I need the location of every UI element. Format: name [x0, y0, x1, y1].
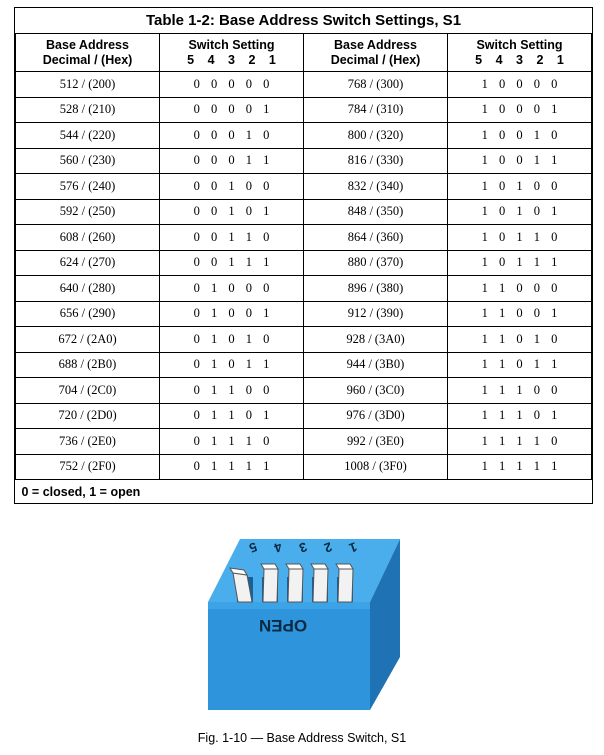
column-header-line2: 5 4 3 2 1 [187, 52, 281, 67]
table-row [16, 454, 592, 480]
address-cell: 544 / (220) [16, 123, 160, 149]
address-cell: 848 / (350) [304, 199, 448, 225]
table-row [16, 97, 592, 123]
address-cell: 592 / (250) [16, 199, 160, 225]
switch-number-label: 3 [297, 539, 310, 556]
switch-setting-cell: 0 1 0 1 1 [160, 352, 304, 378]
table-row [16, 403, 592, 429]
switch-setting-cell: 0 1 1 0 1 [160, 403, 304, 429]
table-row [16, 276, 592, 302]
switch-setting-cell: 1 1 1 1 1 [448, 454, 592, 480]
column-header-line1: Switch Setting [476, 37, 563, 52]
address-cell: 992 / (3E0) [304, 429, 448, 455]
switch-setting-cell: 1 1 0 0 0 [448, 276, 592, 302]
switch-setting-cell: 0 1 1 1 0 [160, 429, 304, 455]
switch-setting-cell: 0 0 1 0 0 [160, 174, 304, 200]
switch-setting-cell: 0 0 0 0 1 [160, 97, 304, 123]
column-header [448, 34, 592, 72]
switch-setting-cell: 0 1 0 0 0 [160, 276, 304, 302]
address-cell: 912 / (390) [304, 301, 448, 327]
table-title: Table 1-2: Base Address Switch Settings, S1 [16, 8, 592, 34]
switch-setting-cell: 1 0 0 1 1 [448, 148, 592, 174]
switch-setting-cell: 1 1 0 1 1 [448, 352, 592, 378]
switch-lever-top [286, 564, 303, 569]
switch-setting-cell: 0 0 0 1 1 [160, 148, 304, 174]
column-header [304, 34, 448, 72]
address-cell: 560 / (230) [16, 148, 160, 174]
address-cell: 832 / (340) [304, 174, 448, 200]
switch-lever-top [311, 564, 328, 569]
address-cell: 624 / (270) [16, 250, 160, 276]
switch-setting-cell: 0 0 0 1 0 [160, 123, 304, 149]
switch-number-label: 1 [347, 539, 360, 556]
switch-setting-cell: 1 0 1 1 0 [448, 225, 592, 251]
switch-lever-top [336, 564, 353, 569]
column-header-line2: 5 4 3 2 1 [475, 52, 569, 67]
switch-setting-cell: 1 0 1 1 1 [448, 250, 592, 276]
address-cell: 928 / (3A0) [304, 327, 448, 353]
address-cell: 784 / (310) [304, 97, 448, 123]
column-header-line1: Base Address [334, 37, 417, 52]
table-row [16, 352, 592, 378]
switch-front-ledge [208, 602, 370, 609]
table-row [16, 327, 592, 353]
switch-number-label: 5 [247, 539, 260, 556]
switch-setting-cell: 0 1 0 0 1 [160, 301, 304, 327]
address-cell: 976 / (3D0) [304, 403, 448, 429]
address-cell: 736 / (2E0) [16, 429, 160, 455]
address-cell: 688 / (2B0) [16, 352, 160, 378]
address-cell: 800 / (320) [304, 123, 448, 149]
switch-setting-cell: 1 0 0 0 1 [448, 97, 592, 123]
column-header-line2: Decimal / (Hex) [330, 52, 421, 67]
switch-setting-cell: 0 0 1 1 0 [160, 225, 304, 251]
table-row [16, 123, 592, 149]
open-label: OPEN [258, 616, 308, 635]
switch-setting-cell: 0 1 1 0 0 [160, 378, 304, 404]
dip-switch-figure [205, 527, 405, 712]
switch-lever[interactable] [263, 569, 278, 602]
address-cell: 512 / (200) [16, 72, 160, 98]
switch-setting-cell: 1 1 0 1 0 [448, 327, 592, 353]
address-cell: 864 / (360) [304, 225, 448, 251]
switch-setting-cell: 0 0 1 1 1 [160, 250, 304, 276]
table-row [16, 199, 592, 225]
switch-number-label: 2 [322, 539, 335, 556]
address-cell: 608 / (260) [16, 225, 160, 251]
switch-setting-cell: 0 0 0 0 0 [160, 72, 304, 98]
switch-setting-cell: 1 0 1 0 0 [448, 174, 592, 200]
switch-setting-cell: 1 1 1 0 1 [448, 403, 592, 429]
switch-setting-cell: 1 0 1 0 1 [448, 199, 592, 225]
switch-setting-cell: 0 0 1 0 1 [160, 199, 304, 225]
address-cell: 816 / (330) [304, 148, 448, 174]
switch-lever-top [261, 564, 278, 569]
address-cell: 656 / (290) [16, 301, 160, 327]
address-cell: 896 / (380) [304, 276, 448, 302]
table-row [16, 429, 592, 455]
address-cell: 768 / (300) [304, 72, 448, 98]
base-address-table [14, 7, 593, 504]
switch-setting-cell: 1 1 1 1 0 [448, 429, 592, 455]
switch-number-label: 4 [272, 539, 285, 556]
switch-setting-cell: 1 1 1 0 0 [448, 378, 592, 404]
table-footnote: 0 = closed, 1 = open [16, 480, 592, 504]
address-cell: 944 / (3B0) [304, 352, 448, 378]
address-cell: 1008 / (3F0) [304, 454, 448, 480]
switch-lever[interactable] [313, 569, 328, 602]
table-row [16, 301, 592, 327]
switch-setting-cell: 0 1 0 1 0 [160, 327, 304, 353]
table-row [16, 250, 592, 276]
figure-caption: Fig. 1-10 — Base Address Switch, S1 [197, 731, 407, 745]
address-cell: 576 / (240) [16, 174, 160, 200]
table-row [16, 378, 592, 404]
switch-lever[interactable] [288, 569, 303, 602]
switch-setting-cell: 1 0 0 0 0 [448, 72, 592, 98]
address-cell: 640 / (280) [16, 276, 160, 302]
address-cell: 960 / (3C0) [304, 378, 448, 404]
table-row [16, 174, 592, 200]
table-row [16, 225, 592, 251]
column-header-line1: Switch Setting [188, 37, 275, 52]
column-header [160, 34, 304, 72]
address-cell: 672 / (2A0) [16, 327, 160, 353]
column-header [16, 34, 160, 72]
table-row [16, 148, 592, 174]
switch-lever[interactable] [338, 569, 353, 602]
address-cell: 528 / (210) [16, 97, 160, 123]
column-header-line2: Decimal / (Hex) [42, 52, 133, 67]
address-cell: 880 / (370) [304, 250, 448, 276]
column-header-line1: Base Address [46, 37, 129, 52]
switch-setting-cell: 0 1 1 1 1 [160, 454, 304, 480]
switch-setting-cell: 1 1 0 0 1 [448, 301, 592, 327]
address-cell: 752 / (2F0) [16, 454, 160, 480]
table-row [16, 72, 592, 98]
switch-setting-cell: 1 0 0 1 0 [448, 123, 592, 149]
address-cell: 704 / (2C0) [16, 378, 160, 404]
address-cell: 720 / (2D0) [16, 403, 160, 429]
